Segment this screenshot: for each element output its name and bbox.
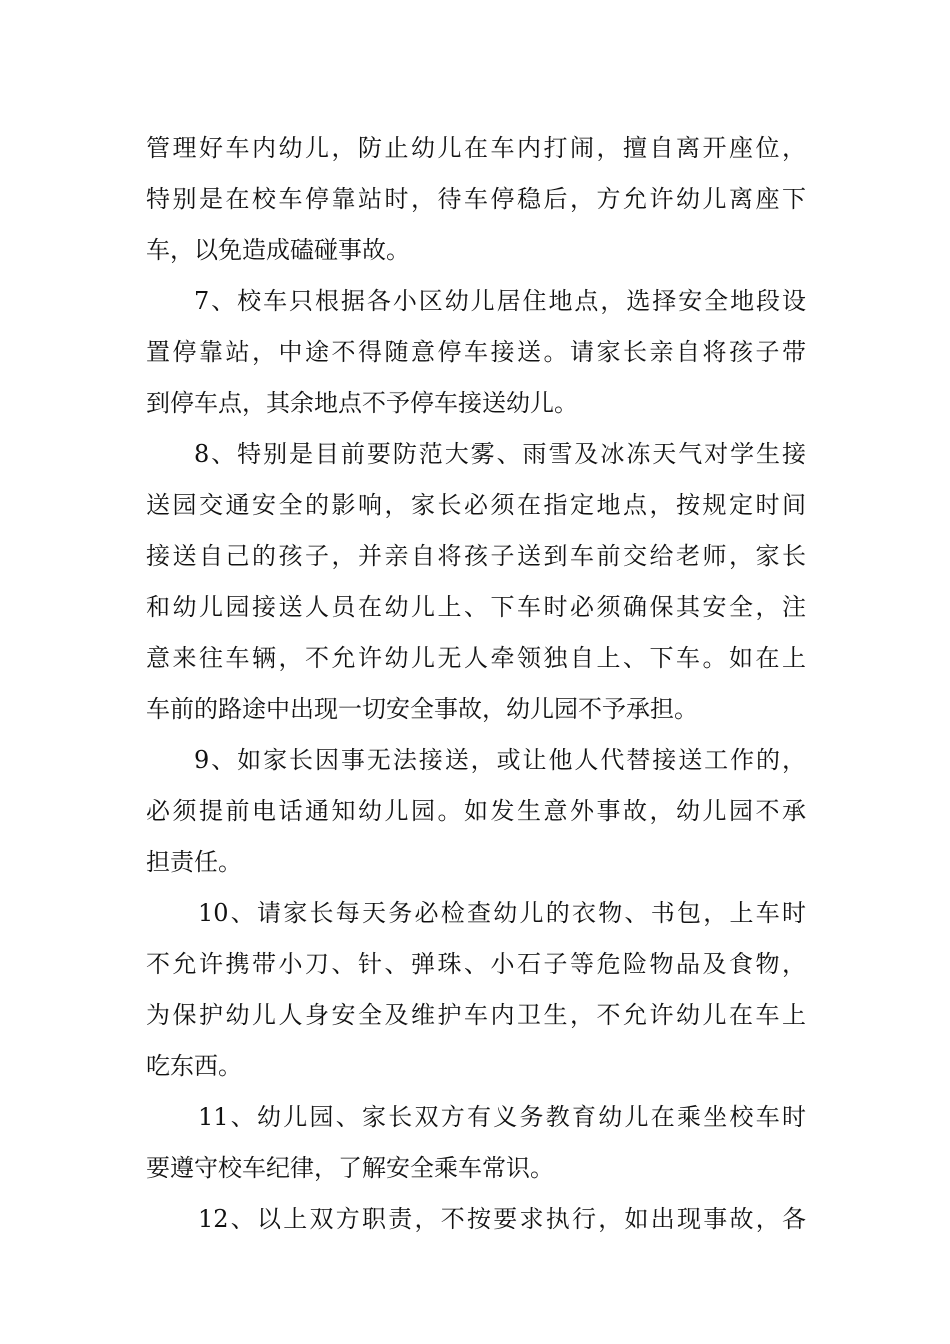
text-line: 为保护幼儿人身安全及维护车内卫生，不允许幼儿在车上 (146, 1001, 806, 1029)
text-line: 置停靠站，中途不得随意停车接送。请家长亲自将孩子带 (146, 338, 806, 366)
text-line: 到停车点，其余地点不予停车接送幼儿。 (146, 389, 578, 417)
text-line: 接送自己的孩子，并亲自将孩子送到车前交给老师，家长 (146, 542, 806, 570)
paragraph-11-start: 11、幼儿园、家长双方有义务教育幼儿在乘坐校车时 (198, 1103, 806, 1131)
text-line: 特别是在校车停靠站时，待车停稳后，方允许幼儿离座下 (146, 185, 806, 213)
text-line: 和幼儿园接送人员在幼儿上、下车时必须确保其安全，注 (146, 593, 806, 621)
paragraph-9-start: 9、如家长因事无法接送，或让他人代替接送工作的， (194, 746, 806, 774)
body-text (146, 128, 806, 1250)
paragraph-7-start: 7、校车只根据各小区幼儿居住地点，选择安全地段设 (194, 287, 806, 315)
text-line: 意来往车辆，不允许幼儿无人牵领独自上、下车。如在上 (146, 644, 806, 672)
text-line: 吃东西。 (146, 1052, 242, 1080)
text-line: 管理好车内幼儿，防止幼儿在车内打闹，擅自离开座位， (146, 134, 806, 162)
paragraph-8-start: 8、特别是目前要防范大雾、雨雪及冰冻天气对学生接 (194, 440, 806, 468)
text-line: 不允许携带小刀、针、弹珠、小石子等危险物品及食物， (146, 950, 806, 978)
text-line: 必须提前电话通知幼儿园。如发生意外事故，幼儿园不承 (146, 797, 806, 825)
text-line: 要遵守校车纪律，了解安全乘车常识。 (146, 1154, 554, 1182)
text-line: 担责任。 (146, 848, 242, 876)
text-line: 车前的路途中出现一切安全事故，幼儿园不予承担。 (146, 695, 698, 723)
paragraph-10-start: 10、请家长每天务必检查幼儿的衣物、书包，上车时 (198, 899, 806, 927)
text-line: 车，以免造成磕碰事故。 (146, 236, 410, 264)
paragraph-12-start: 12、以上双方职责，不按要求执行，如出现事故，各 (198, 1205, 806, 1233)
text-line: 送园交通安全的影响，家长必须在指定地点，按规定时间 (146, 491, 806, 519)
